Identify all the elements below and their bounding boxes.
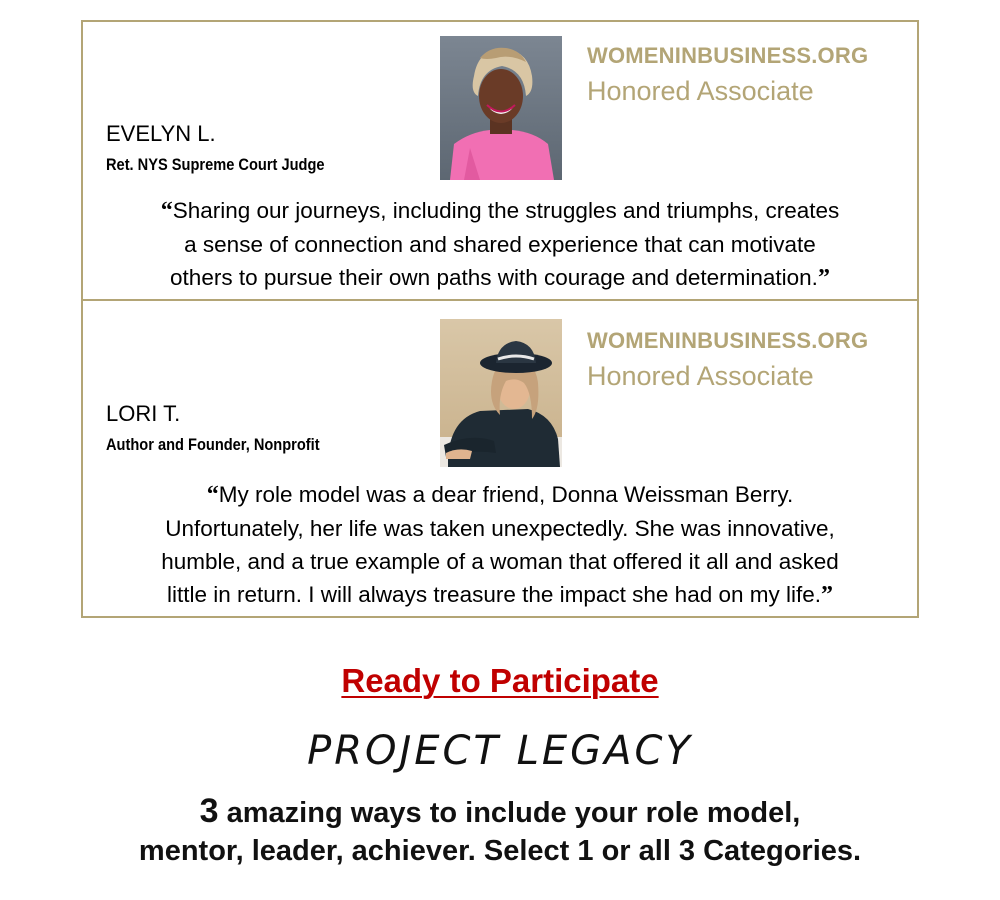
lori-photo — [440, 319, 562, 467]
open-quote-mark: “ — [160, 198, 173, 224]
open-quote-mark: “ — [206, 482, 219, 508]
close-quote-mark: ” — [821, 582, 834, 608]
person-role: Ret. NYS Supreme Court Judge — [106, 155, 325, 174]
project-title: PROJECT LEGACY — [307, 728, 693, 774]
quote-line: a sense of connection and shared experience that can motivate — [184, 232, 816, 257]
person-name: LORI T. — [106, 401, 181, 426]
person-role: Author and Founder, Nonprofit — [106, 435, 320, 454]
ready-to-participate-link[interactable]: Ready to Participate — [341, 662, 659, 699]
person-name: EVELYN L. — [106, 121, 216, 146]
testimonial-divider — [81, 299, 919, 301]
close-quote-mark: ” — [817, 265, 830, 291]
testimonial-quote — [90, 194, 910, 295]
org-name: WOMENINBUSINESS.ORG — [587, 43, 869, 68]
quote-line: “Sharing our journeys, including the struggles and triumphs, creates — [160, 198, 840, 224]
evelyn-photo — [440, 36, 562, 180]
testimonial-quote — [90, 478, 910, 612]
ways-line-1: 3 amazing ways to include your role model, — [199, 792, 801, 830]
quote-line: “My role model was a dear friend, Donna Weissman Berry. — [206, 482, 794, 508]
quote-line: others to pursue their own paths with courage and determination.” — [170, 265, 830, 291]
honor-title: Honored Associate — [587, 361, 814, 391]
cta-container — [0, 662, 1000, 700]
org-name: WOMENINBUSINESS.ORG — [587, 328, 869, 353]
ways-line-2: mentor, leader, achiever. Select 1 or all 3 Categories. — [138, 835, 862, 867]
ways-count: 3 — [199, 792, 219, 830]
quote-line: humble, and a true example of a woman that offered it all and asked — [161, 549, 839, 574]
quote-line: little in return. I will always treasure the impact she had on my life.” — [166, 582, 834, 608]
quote-line: Unfortunately, her life was taken unexpectedly. She was innovative, — [165, 516, 835, 541]
ways-description — [0, 792, 1000, 870]
honor-title: Honored Associate — [587, 76, 814, 106]
